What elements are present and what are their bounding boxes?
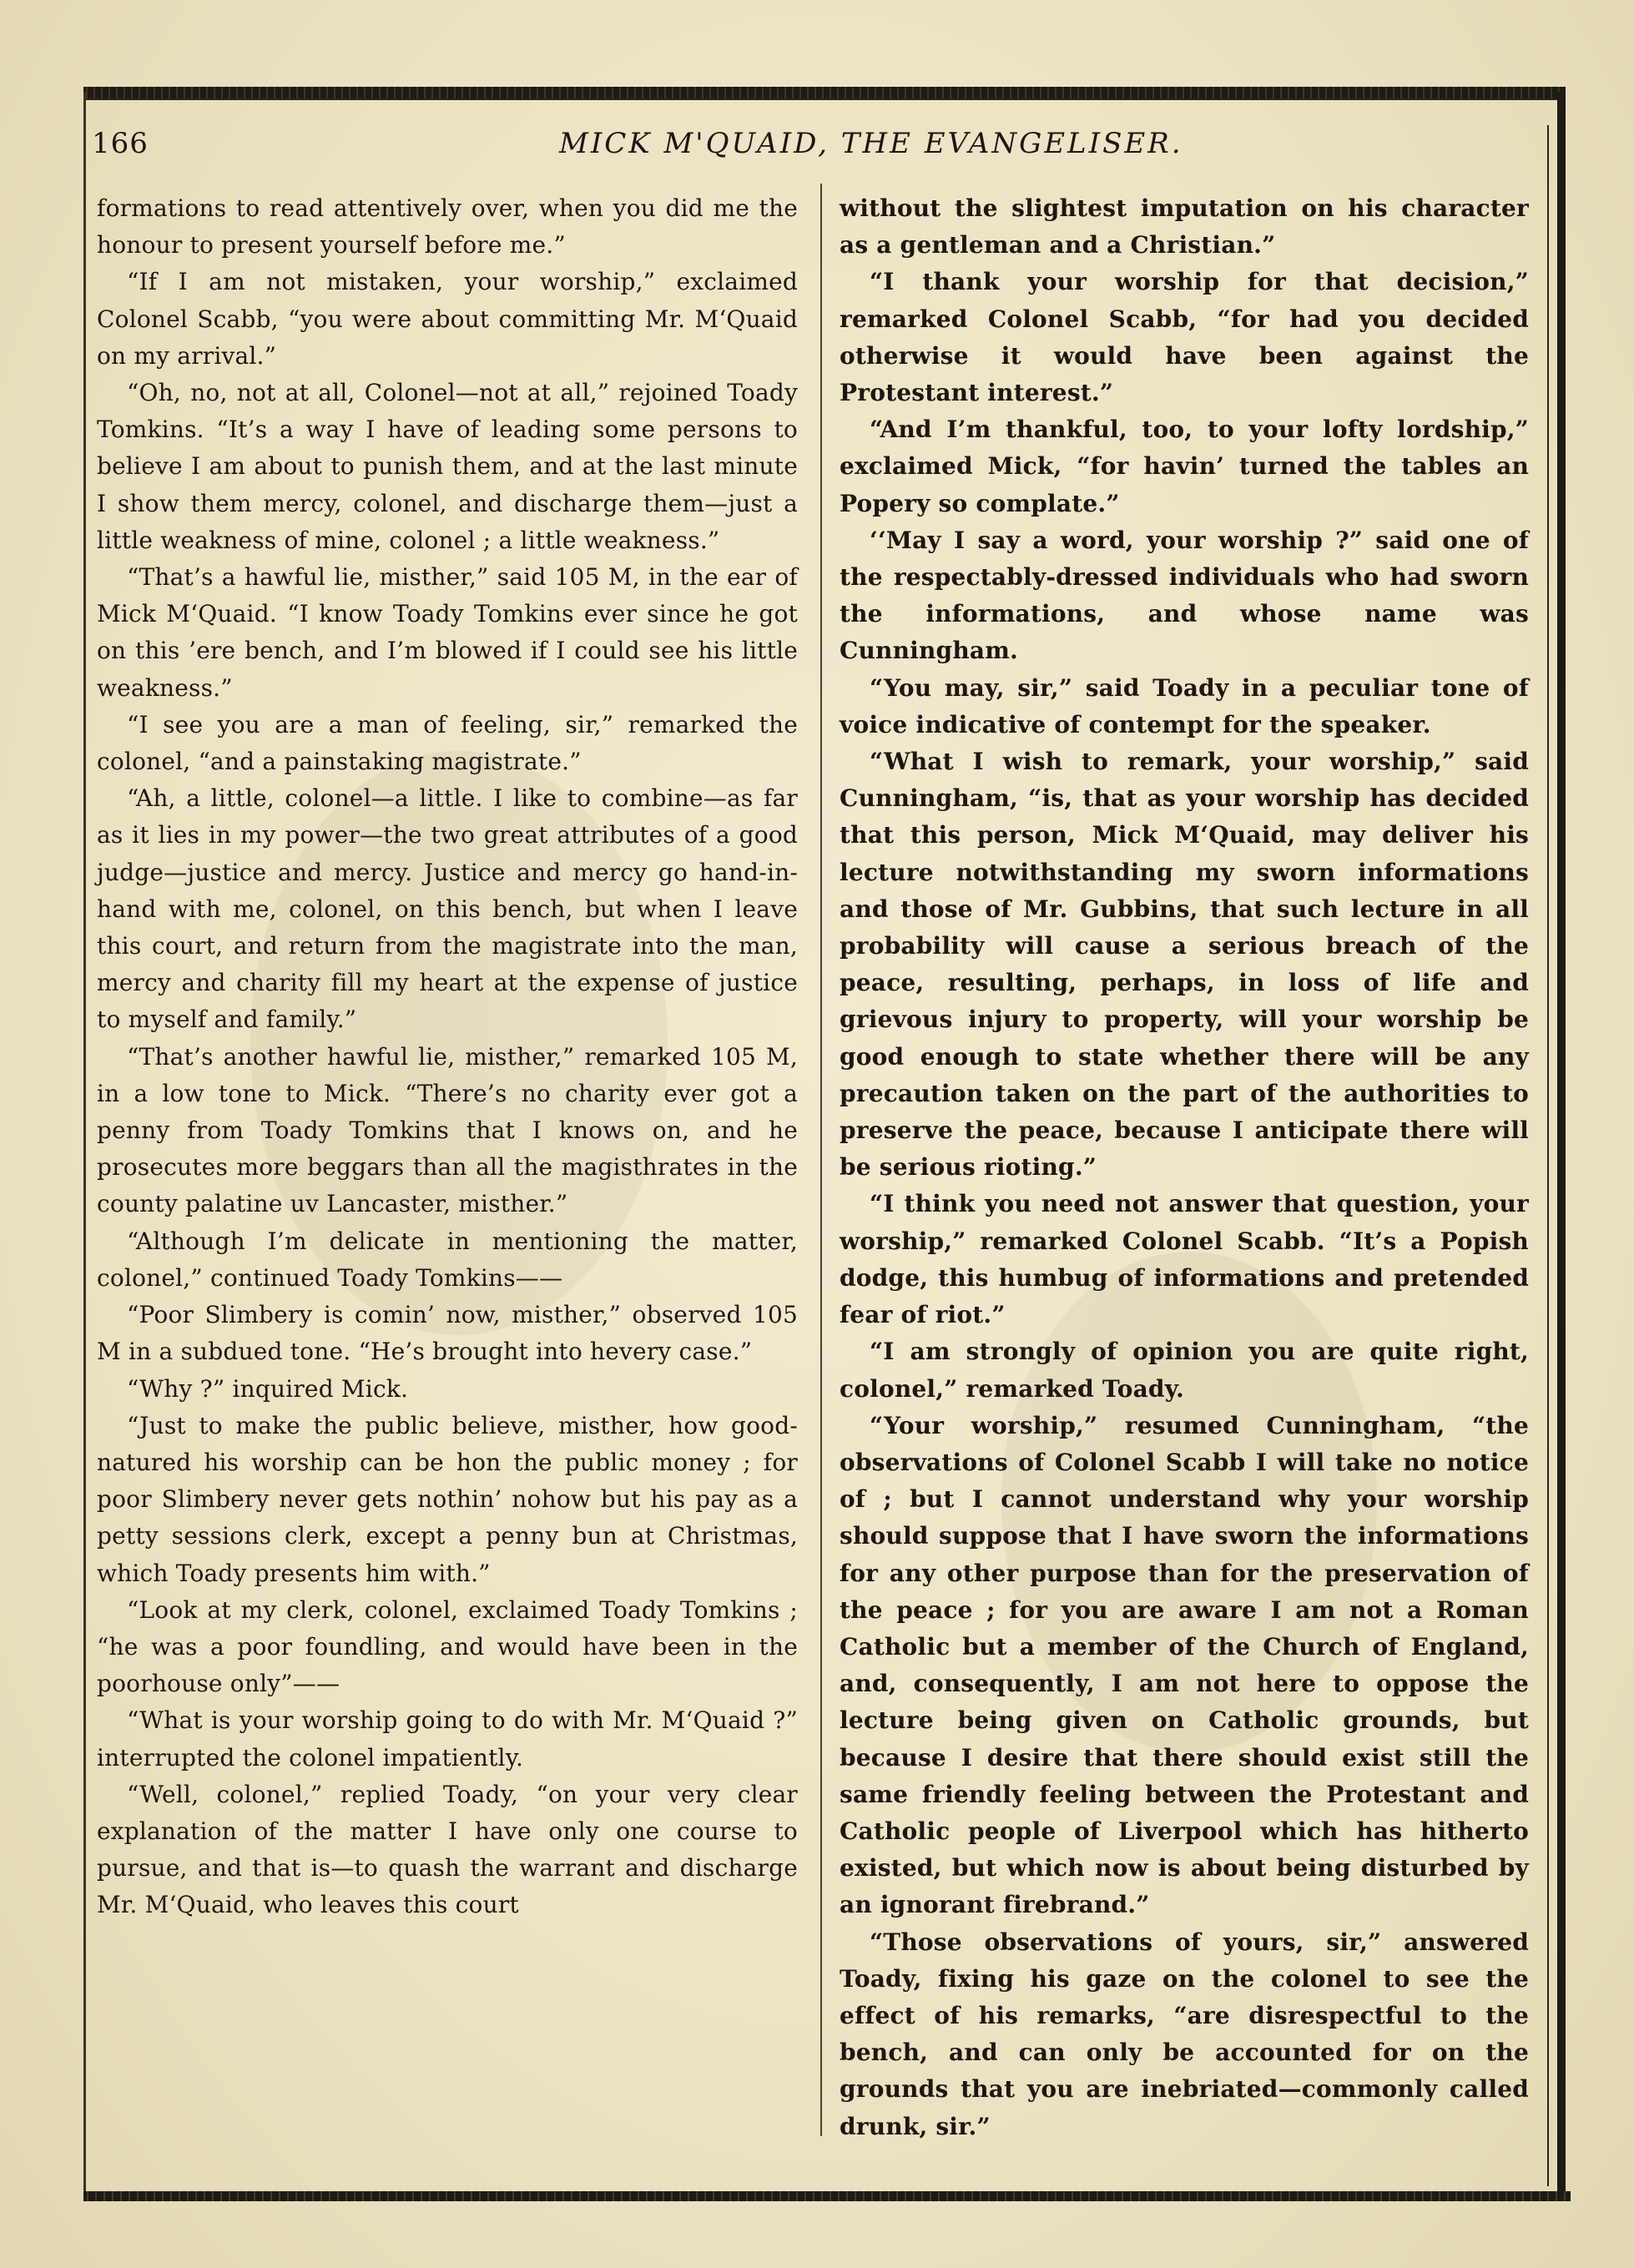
paragraph: “And I’m thankful, too, to your lofty lordship,” exclaimed Mick, “for havin’ turned the tables an Popery so complate.” <box>840 416 1529 517</box>
top-rule <box>83 87 1566 100</box>
column-divider <box>820 184 822 2136</box>
bottom-rule <box>83 2191 1571 2201</box>
paragraph: “What is your worship going to do with Mr. M‘Quaid ?” interrupted the colonel impatiently. <box>97 1706 798 1772</box>
paragraph: “Why ?” inquired Mick. <box>127 1374 409 1403</box>
paragraph: “If I am not mistaken, your worship,” exclaimed Colonel Scabb, “you were about committing Mr. M‘Quaid on my arrival.” <box>97 268 798 370</box>
paragraph: “Well, colonel,” replied Toady, “on your very clear explanation of the matter I have only one course to pursue, and that is—to quash the warrant and discharge Mr. M‘Quaid, who leaves this court <box>97 1780 798 1919</box>
paragraph: “Look at my clerk, colonel, exclaimed Toady Tomkins ; “he was a poor foundling, and would have been in the poorhouse only”—— <box>97 1595 798 1698</box>
paragraph: “You may, sir,” said Toady in a peculiar tone of voice indicative of contempt for the speaker. <box>840 673 1529 738</box>
paragraph: “That’s another hawful lie, misther,” remarked 105 M, in a low tone to Mick. “There’s no charity ever got a penny from Toady Tomkins that I knows on, and he prosecutes more beggars than all the magisthrates in the county palatine uv Lancaster, misther.” <box>97 1042 798 1218</box>
paragraph: ‘‘May I say a word, your worship ?” said one of the respectably-dressed individuals who had sworn the informations, and whose name was Cunningham. <box>840 526 1529 665</box>
paragraph: “I am strongly of opinion you are quite right, colonel,” remarked Toady. <box>840 1338 1529 1403</box>
paragraph: “Your worship,” resumed Cunningham, “the observations of Colonel Scabb I will take no notice of ; but I cannot understand why your worship should suppose that I have sworn the informations for any other purpose than for the preservation of the peace ; for you are aware I am not a Roman Catholic but a member of the Church of England, and, consequently, I am not here to oppose the lecture being given on Catholic grounds, but because I desire that there should exist still the same friendly feeling between the Protestant and Catholic people of Liverpool which has hitherto existed, but which now is about being disturbed by an ignorant firebrand.” <box>840 1411 1529 1919</box>
running-title: MICK M'QUAID, THE EVANGELISER. <box>559 127 1183 160</box>
right-border <box>1557 92 1566 2201</box>
paragraph: without the slightest imputation on his character as a gentleman and a Christian.” <box>840 194 1529 260</box>
paragraph: “What I wish to remark, your worship,” said Cunningham, “is, that as your worship has decided that this person, Mick M‘Quaid, may deliver his lecture notwithstanding my sworn informations and those of Mr. Gubbins, that such lecture in all probability will cause a serious breach of the peace, resulting, perhaps, in loss of life and grievous injury to property, will your worship be good enough to state whether there will be any precaution taken on the part of the authorities to preserve the peace, because I anticipate there will be serious rioting.” <box>840 748 1529 1182</box>
paragraph: “I see you are a man of feeling, sir,” remarked the colonel, “and a painstaking magistrate.” <box>97 710 798 776</box>
paragraph: “Ah, a little, colonel—a little. I like to combine—as far as it lies in my power—the two great attributes of a good judge—justice and mercy. Justice and mercy go hand-in-hand with me, colonel, on this bench, but when I leave this court, and return from the magistrate into the man, mercy and charity fill my heart at the expense of justice to myself and family.” <box>97 784 798 1034</box>
paragraph: “That’s a hawful lie, misther,” said 105 M, in the ear of Mick M‘Quaid. “I know Toady Tomkins ever since he got on this ’ere bench, and I’m blowed if I could see his little weakness.” <box>97 563 798 702</box>
paragraph: “Although I’m delicate in mentioning the matter, colonel,” continued Toady Tomkins—— <box>97 1227 798 1292</box>
paragraph: formations to read attentively over, when you did me the honour to present yourself before me.” <box>97 194 798 260</box>
paragraph: “I thank your worship for that decision,” remarked Colonel Scabb, “for had you decided otherwise it would have been against the Protestant interest.” <box>840 268 1529 407</box>
page-header <box>92 123 1544 174</box>
paragraph: “Those observations of yours, sir,” answered Toady, fixing his gaze on the colonel to see the effect of his remarks, “are disrespectful to the bench, and can only be accounted for on the grounds that you are inebriated—commonly called drunk, sir.” <box>840 1928 1529 2140</box>
paragraph: “Just to make the public believe, misther, how good-natured his worship can be hon the public money ; for poor Slimbery never gets nothin’ nohow but his pay as a petty sessions clerk, except a penny bun at Christmas, which Toady presents him with.” <box>97 1411 798 1587</box>
paragraph: “Oh, no, not at all, Colonel—not at all,” rejoined Toady Tomkins. “It’s a way I have of leading some persons to believe I am about to punish them, and at the last minute I show them mercy, colonel, and discharge them—just a little weakness of mine, colonel ; a little weakness.” <box>97 379 798 554</box>
paragraph: “Poor Slimbery is comin’ now, misther,” observed 105 M in a subdued tone. “He’s brought into hevery case.” <box>97 1301 798 1366</box>
right-border-inner <box>1547 125 1549 2186</box>
right-column <box>840 190 1529 2145</box>
page-number: 166 <box>92 127 149 160</box>
paragraph: “I think you need not answer that question, your worship,” remarked Colonel Scabb. “It’s a Popish dodge, this humbug of informations and pretended fear of riot.” <box>840 1190 1529 1329</box>
left-column <box>97 190 798 1924</box>
left-border <box>83 92 86 2201</box>
